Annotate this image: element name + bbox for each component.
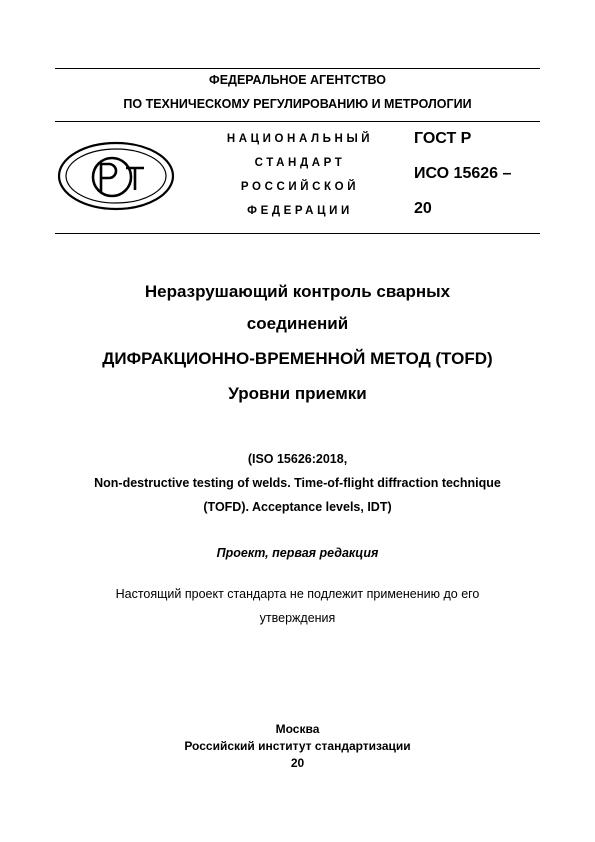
standard-code-line-2: ИСО 15626 – [414,165,512,182]
title-line-3: ДИФРАКЦИОННО-ВРЕМЕННОЙ МЕТОД (TOFD) [102,349,493,368]
footer-city: Москва [275,722,320,736]
standard-code-line-3: 20 [414,200,432,217]
standard-word-4: ФЕДЕРАЦИИ [247,205,353,217]
draft-label: Проект, первая редакция [216,546,379,560]
note-line-2: утверждения [259,611,336,625]
source-line-1: (ISO 15626:2018, [247,452,348,466]
source-line-2: Non-destructive testing of welds. Time-of-flight diffraction technique [94,476,501,490]
agency-line-2: ПО ТЕХНИЧЕСКОМУ РЕГУЛИРОВАНИЮ И МЕТРОЛОГИИ [123,97,472,111]
footer-year: 20 [290,756,305,770]
note-line-1: Настоящий проект стандарта не подлежит применению до его [115,587,480,601]
title-line-4: Уровни приемки [228,384,367,403]
agency-line-1: ФЕДЕРАЛЬНОЕ АГЕНТСТВО [209,73,386,87]
top-rule [55,68,540,69]
rst-logo-icon [56,140,176,212]
standard-word-1: НАЦИОНАЛЬНЫЙ [226,133,374,145]
standard-word-2: СТАНДАРТ [254,157,346,169]
standard-word-3: РОССИЙСКОЙ [240,181,360,193]
header-rule [55,121,540,122]
title-line-2: соединений [246,314,349,333]
footer-publisher: Российский институт стандартизации [184,739,411,753]
source-line-3: (TOFD). Acceptance levels, IDT) [203,500,392,514]
standard-code-line-1: ГОСТ Р [414,130,472,147]
title-line-1: Неразрушающий контроль сварных [144,282,451,301]
bottom-header-rule [55,233,540,234]
